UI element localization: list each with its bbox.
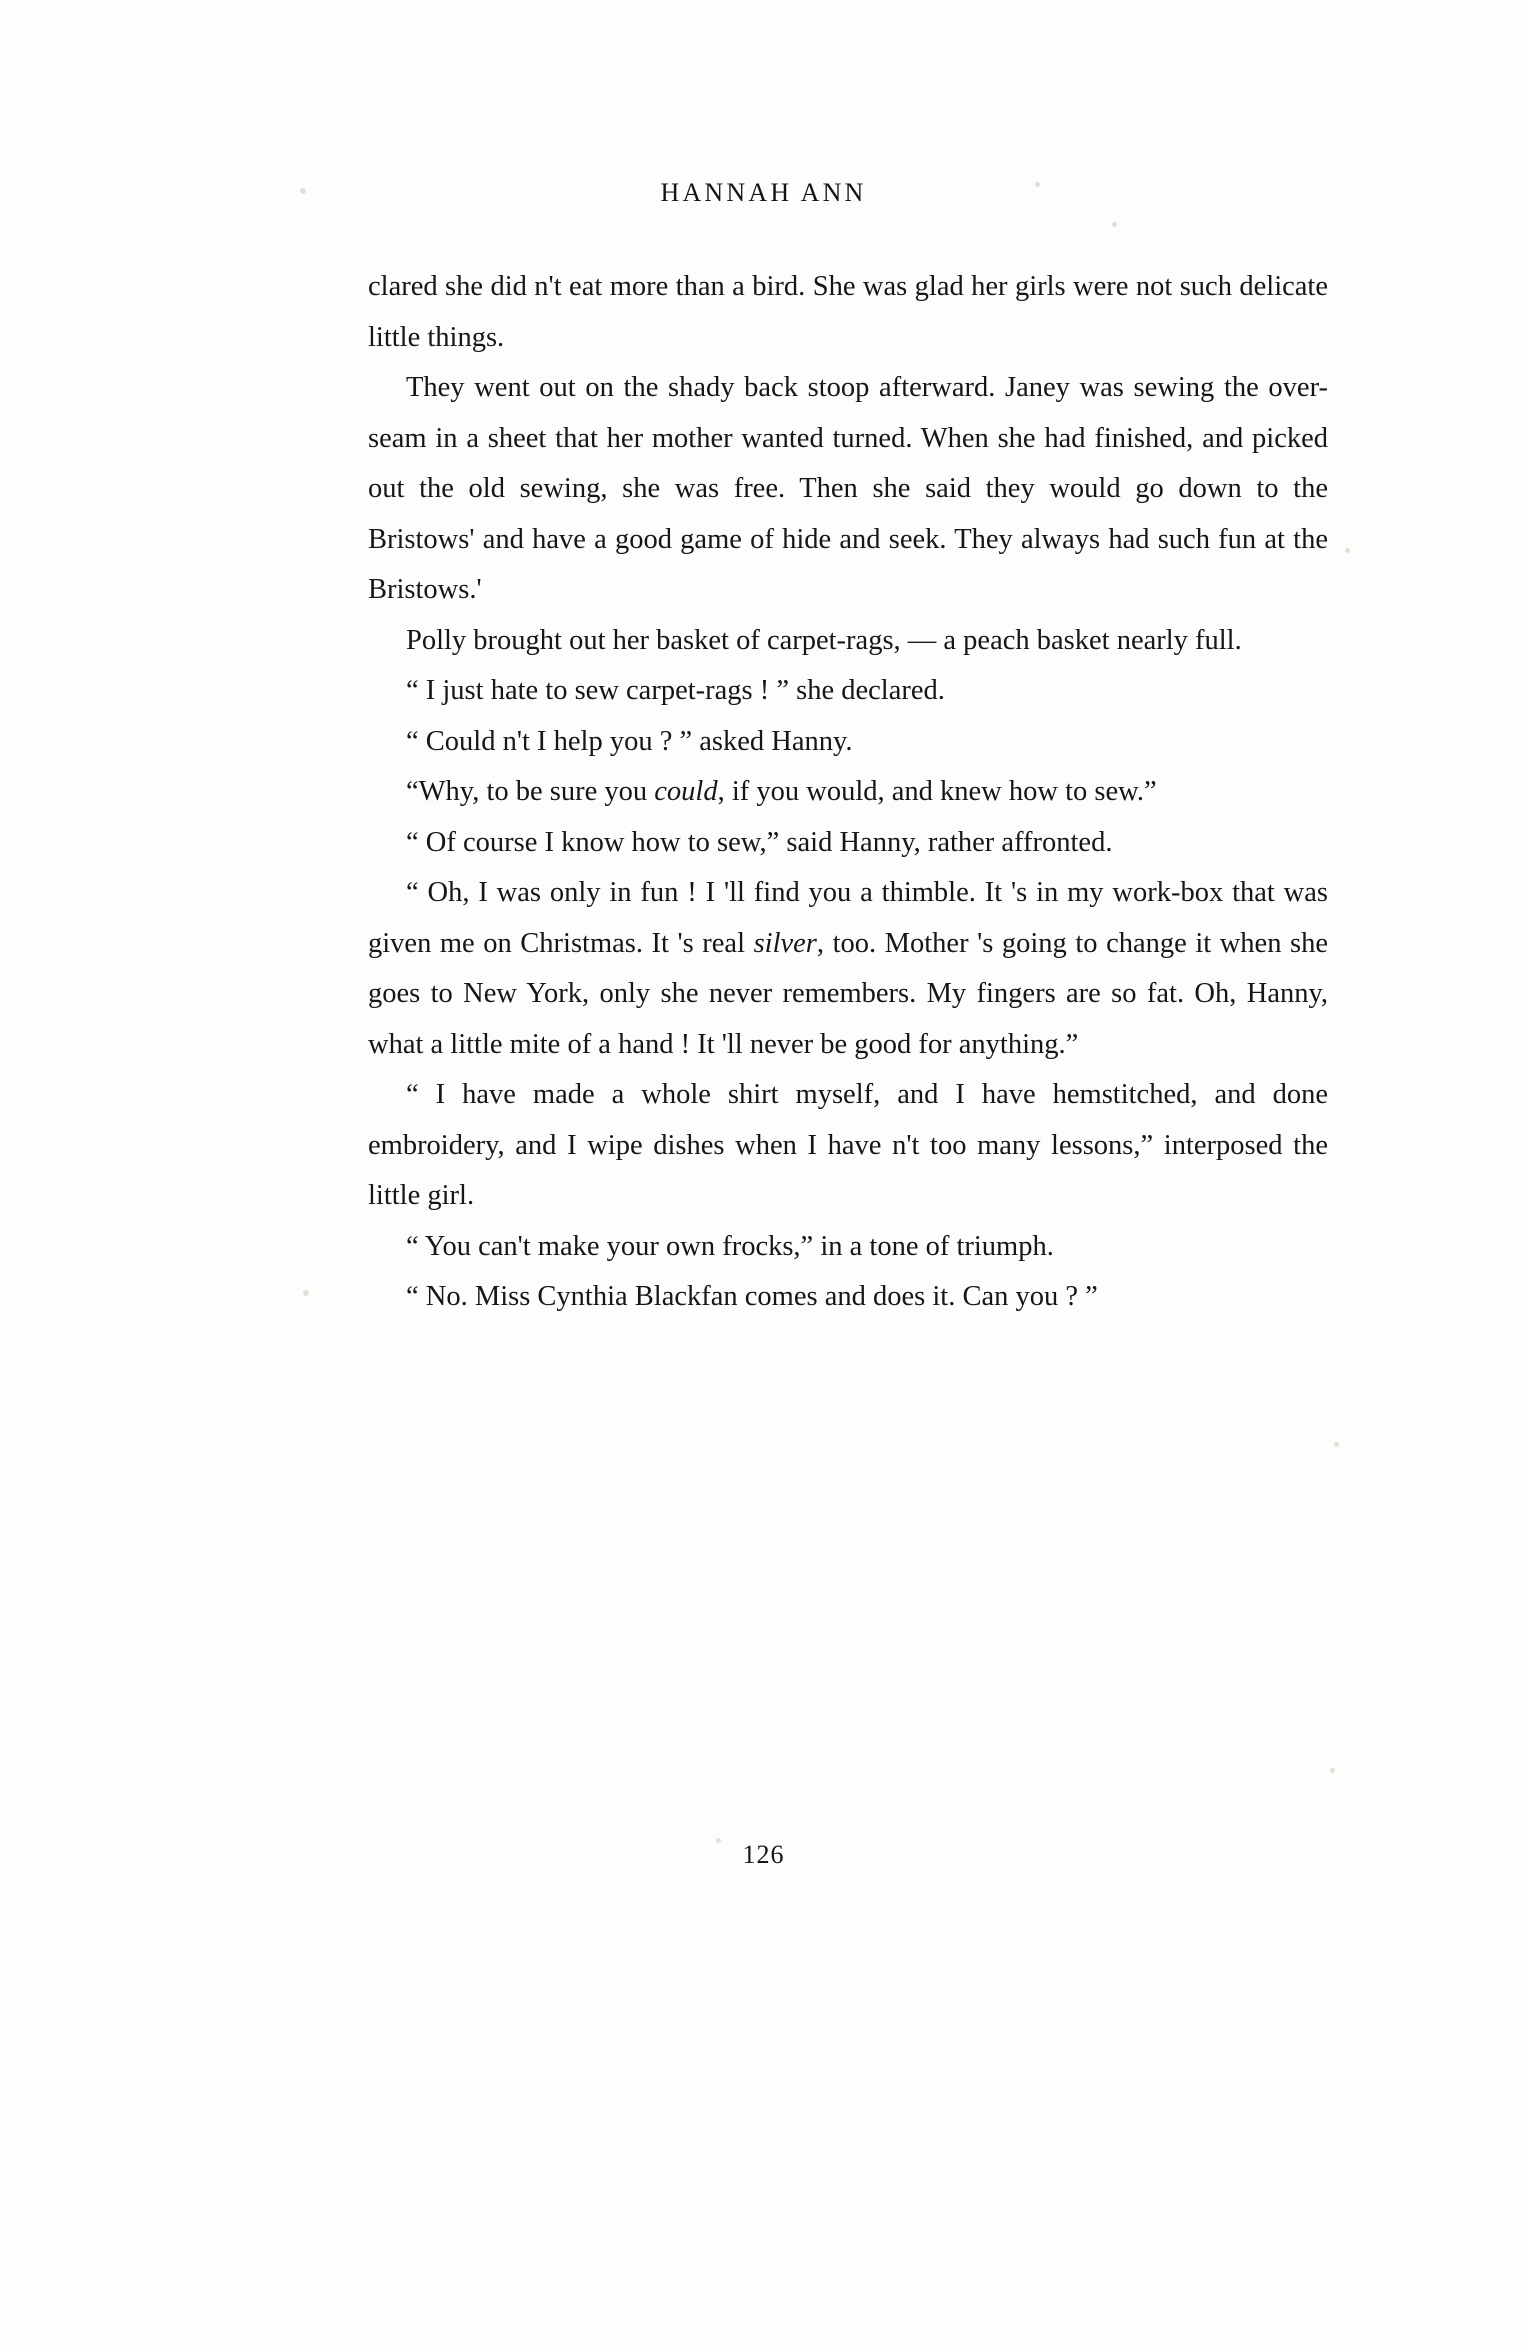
running-head: HANNAH ANN	[660, 178, 867, 207]
paper-speck	[1334, 1442, 1339, 1447]
emphasis: could	[654, 776, 718, 807]
emphasis: silver	[753, 927, 817, 959]
paragraph: “ Of course I know how to sew,” said Hanny, rather affronted.	[406, 826, 1113, 858]
paragraph: “ Oh, I was only in fun ! I 'll find you a thimble. It 's in my work-box that was given me on Christmas. It 's real silver, too. Mother 's going to change it when she goes to New York, only she never remembers. My fingers are so fat. Oh, Hanny, what a little mite of a hand ! It 'll never be good for anything.”	[368, 877, 1328, 1060]
paragraph: “ Could n't I help you ? ” asked Hanny.	[406, 725, 853, 757]
body-text	[368, 262, 1328, 1323]
paragraph: clared she did n't eat more than a bird. She was glad her girls were not such delicate little things.	[368, 271, 1328, 353]
paragraph: “ You can't make your own frocks,” in a tone of triumph.	[406, 1230, 1054, 1262]
paragraph: “Why, to be sure you could, if you would, and knew how to sew.”	[406, 776, 1157, 807]
paragraph: They went out on the shady back stoop afterward. Janey was sewing the over-seam in a sheet that her mother wanted turned. When she had finished, and picked out the old sewing, she was free. Then she said they would go down to the Bristows' and have a good game of hide and seek. They always had such fun at the Bristows.'	[368, 372, 1328, 605]
paper-speck	[1330, 1768, 1335, 1773]
paper-speck	[300, 188, 306, 194]
page-number: 126	[742, 1840, 785, 1869]
paper-speck	[716, 1838, 721, 1843]
paper-speck	[1345, 548, 1350, 553]
paragraph: “ I have made a whole shirt myself, and I have hemstitched, and done embroidery, and I wipe dishes when I have n't too many lessons,” interposed the little girl.	[368, 1079, 1328, 1211]
paragraph: “ I just hate to sew carpet-rags ! ” she declared.	[406, 675, 945, 706]
paper-speck	[1035, 182, 1040, 187]
paper-speck	[303, 1290, 309, 1296]
paragraph: Polly brought out her basket of carpet-rags, — a peach basket nearly full.	[406, 624, 1242, 656]
paper-speck	[1112, 222, 1117, 227]
paragraph: “ No. Miss Cynthia Blackfan comes and does it. Can you ? ”	[406, 1281, 1098, 1312]
